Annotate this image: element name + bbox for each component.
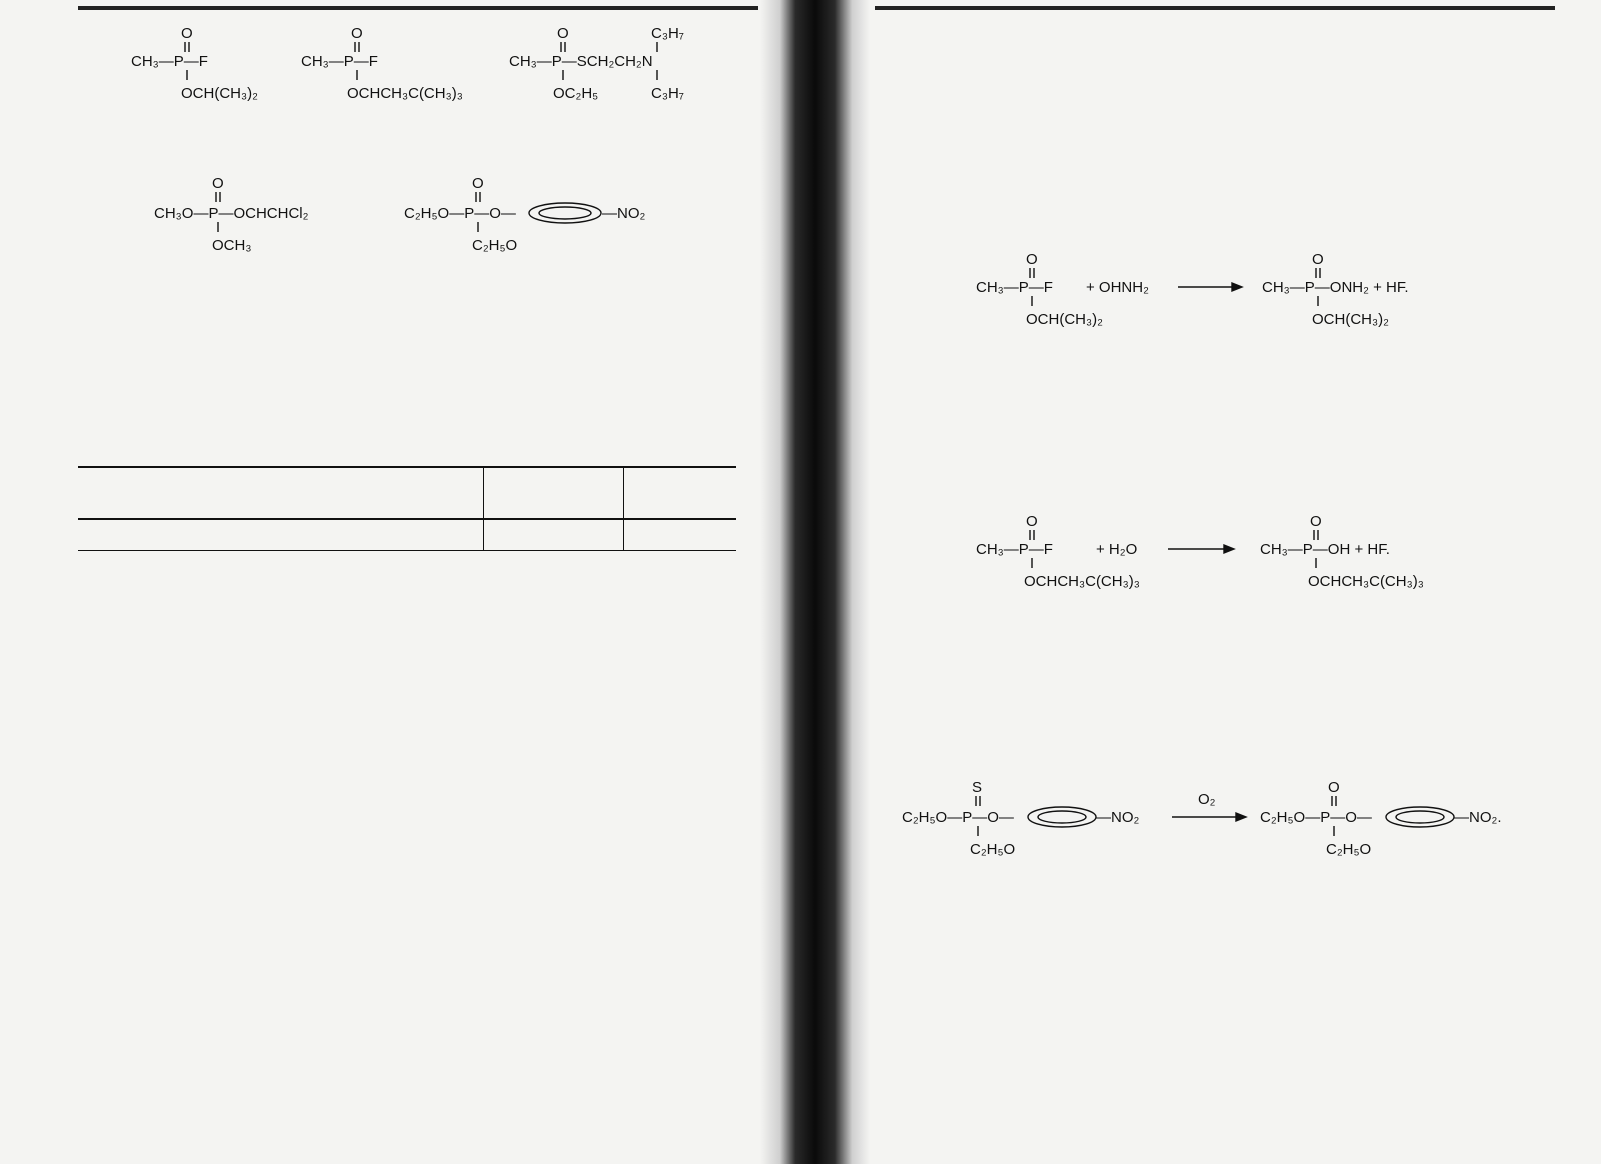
svg-text:CH₃—P—F: CH₃—P—F [301, 53, 378, 70]
left-page [0, 0, 780, 1164]
svg-text:CH₃—P—F: CH₃—P—F [976, 279, 1053, 296]
svg-text:C₃H₇: C₃H₇ [651, 85, 684, 102]
svg-text:—NO₂: —NO₂ [1096, 809, 1140, 826]
svg-text:O: O [1026, 251, 1038, 268]
svg-text:OCH₃: OCH₃ [212, 237, 252, 254]
svg-text:OCH(CH₃)₂: OCH(CH₃)₂ [181, 85, 258, 102]
top-rule [78, 6, 758, 10]
svg-text:—NO₂.: —NO₂. [1454, 809, 1502, 826]
vx-structure [505, 20, 715, 110]
svg-text:OCH(CH₃)₂: OCH(CH₃)₂ [1312, 311, 1389, 328]
svg-text:C₂H₅O: C₂H₅O [1326, 841, 1372, 858]
svg-text:—NO₂: —NO₂ [602, 205, 646, 222]
svg-text:CH₃O—P—OCHCHCl₂: CH₃O—P—OCHCHCl₂ [154, 205, 309, 222]
phosphorylation-reaction [970, 248, 1540, 334]
svg-text:C₂H₅O: C₂H₅O [970, 841, 1016, 858]
hydrolysis-reaction [972, 510, 1542, 596]
svg-text:CH₃—P—F: CH₃—P—F [976, 541, 1053, 558]
table-header [78, 467, 483, 519]
svg-text:CH₃—P—F: CH₃—P—F [131, 53, 208, 70]
top-rule [875, 6, 1555, 10]
svg-text:C₃H₇: C₃H₇ [651, 25, 684, 42]
soman-structure [295, 20, 485, 110]
sarin-structure [125, 20, 265, 110]
oxidation-reaction [900, 774, 1540, 866]
svg-text:C₂H₅O—P—O—: C₂H₅O—P—O— [1260, 809, 1372, 826]
table-header [483, 467, 623, 519]
svg-text:+ H₂O: + H₂O [1096, 541, 1138, 558]
dichlorvos-structure [150, 170, 350, 260]
svg-text:O: O [557, 25, 569, 42]
svg-text:CH₃—P—SCH₂CH₂N: CH₃—P—SCH₂CH₂N [509, 53, 653, 70]
svg-text:OC₂H₅: OC₂H₅ [553, 85, 599, 102]
table-row [78, 535, 736, 551]
svg-text:+ OHNH₂: + OHNH₂ [1086, 279, 1149, 296]
svg-text:O: O [212, 175, 224, 192]
svg-text:C₂H₅O: C₂H₅O [472, 237, 518, 254]
svg-text:O: O [1328, 779, 1340, 796]
svg-text:OCH(CH₃)₂: OCH(CH₃)₂ [1026, 311, 1103, 328]
svg-text:O: O [472, 175, 484, 192]
svg-text:O: O [181, 25, 193, 42]
route-of-administration [483, 535, 623, 551]
svg-text:O: O [351, 25, 363, 42]
phosphacol-structure [400, 170, 670, 260]
table-header [623, 467, 736, 519]
svg-text:OCHCH₃C(CH₃)₃: OCHCH₃C(CH₃)₃ [1024, 573, 1140, 590]
substance-name [78, 519, 483, 535]
substance-name [78, 535, 483, 551]
svg-text:OCHCH₃C(CH₃)₃: OCHCH₃C(CH₃)₃ [1308, 573, 1424, 590]
toxicity-value [623, 519, 736, 535]
toxicity-value [623, 535, 736, 551]
svg-text:OCHCH₃C(CH₃)₃: OCHCH₃C(CH₃)₃ [347, 85, 463, 102]
route-of-administration [483, 519, 623, 535]
table-row [78, 519, 736, 535]
svg-text:C₂H₅O—P—O—: C₂H₅O—P—O— [902, 809, 1014, 826]
right-page [860, 0, 1601, 1164]
toxicity-table [78, 466, 736, 551]
svg-text:CH₃—P—ONH₂ + HF.: CH₃—P—ONH₂ + HF. [1262, 279, 1409, 296]
svg-text:S: S [972, 779, 983, 796]
svg-text:O: O [1312, 251, 1324, 268]
svg-text:O: O [1026, 513, 1038, 530]
svg-text:O₂: O₂ [1198, 791, 1216, 808]
svg-text:CH₃—P—OH + HF.: CH₃—P—OH + HF. [1260, 541, 1390, 558]
svg-text:O: O [1310, 513, 1322, 530]
svg-text:C₂H₅O—P—O—: C₂H₅O—P—O— [404, 205, 516, 222]
